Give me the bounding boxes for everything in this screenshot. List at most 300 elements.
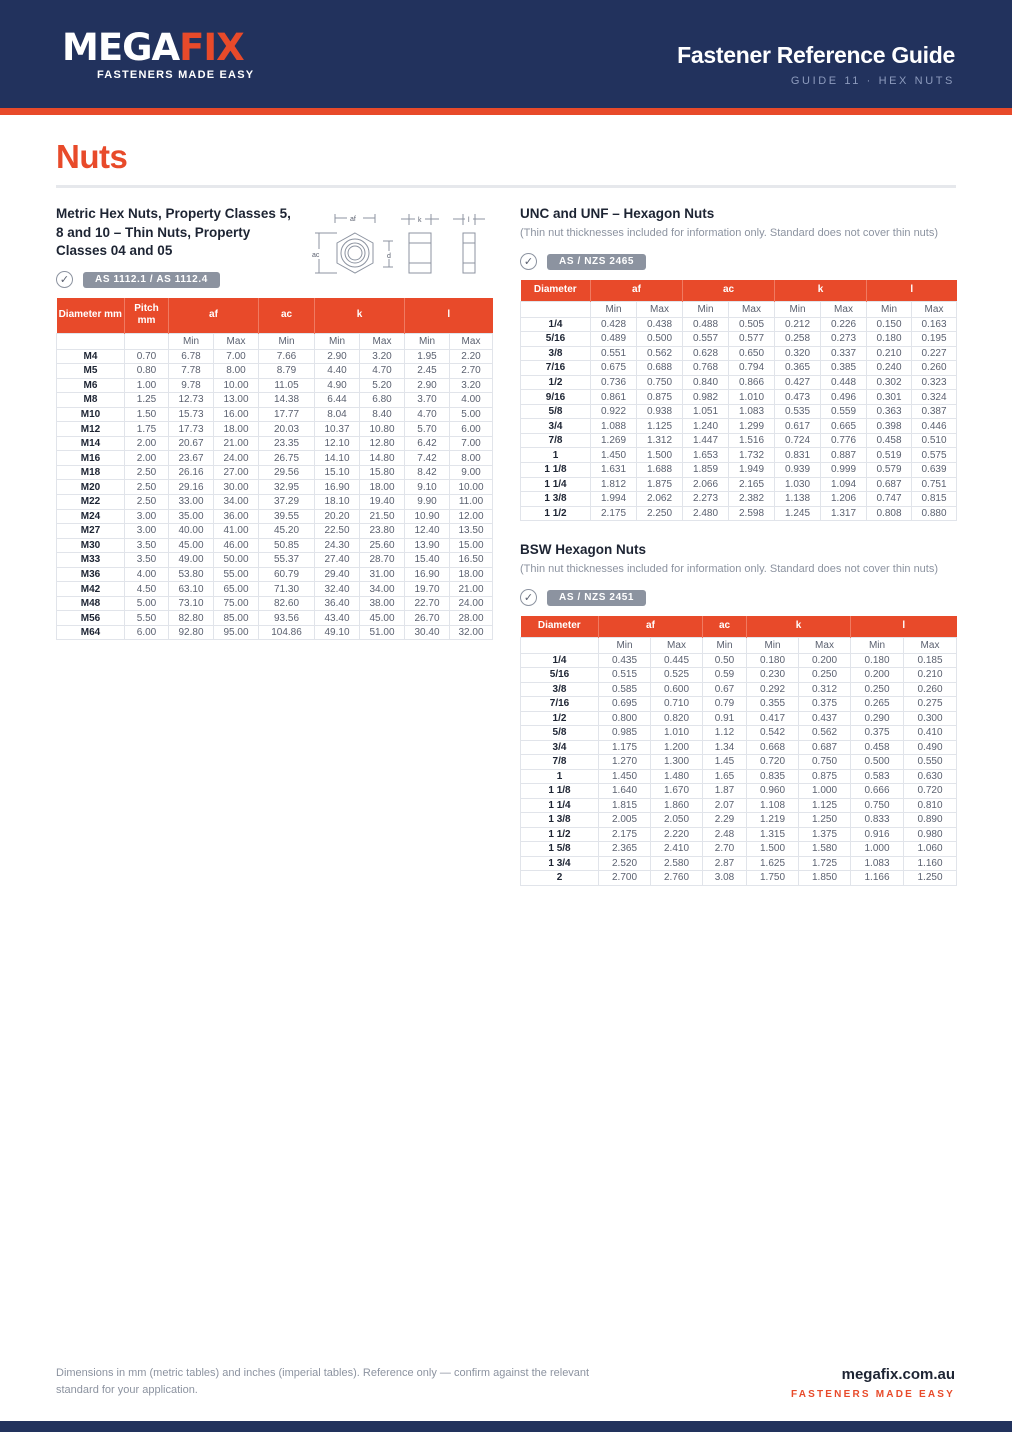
value-cell: 9.00 — [450, 465, 493, 480]
value-cell: 1.083 — [851, 856, 904, 871]
col-header-ac: ac — [259, 298, 315, 333]
col-header-k: k — [315, 298, 405, 333]
value-cell: 2.250 — [637, 506, 683, 521]
table-row — [521, 375, 957, 390]
value-cell: 0.519 — [867, 448, 912, 463]
accent-stripe — [0, 108, 1012, 115]
website-link[interactable]: megafix.com.au — [841, 1366, 955, 1383]
value-cell: 0.575 — [912, 448, 957, 463]
value-cell: 6.42 — [405, 436, 450, 451]
value-cell: 1.732 — [729, 448, 775, 463]
value-cell: 1.949 — [729, 462, 775, 477]
unc-section-note: (Thin nut thicknesses included for information only. Standard does not cover thin nuts) — [520, 227, 939, 239]
value-cell: 2.273 — [683, 492, 729, 507]
value-cell: 2.220 — [651, 827, 703, 842]
value-cell: 1.75 — [125, 422, 169, 437]
value-cell: 0.916 — [851, 827, 904, 842]
table-row — [521, 668, 957, 683]
col-header-af: af — [169, 298, 259, 333]
value-cell: 10.80 — [360, 422, 405, 437]
value-cell: 1.250 — [904, 871, 957, 886]
subheader-cell: Max — [360, 333, 405, 349]
table-row — [57, 465, 493, 480]
value-cell: 0.866 — [729, 375, 775, 390]
bsw-standard-row — [520, 589, 646, 606]
value-cell: 50.00 — [214, 553, 259, 568]
value-cell: 16.90 — [315, 480, 360, 495]
value-cell: 2.87 — [703, 856, 747, 871]
row-label-cell: 1 3/4 — [521, 856, 599, 871]
value-cell: 0.496 — [821, 390, 867, 405]
value-cell: 1.060 — [904, 842, 957, 857]
value-cell: 0.710 — [651, 697, 703, 712]
table-row — [521, 784, 957, 799]
value-cell: 0.301 — [867, 390, 912, 405]
value-cell: 0.617 — [775, 419, 821, 434]
value-cell: 29.40 — [315, 567, 360, 582]
value-cell: 0.385 — [821, 361, 867, 376]
value-cell: 0.200 — [851, 668, 904, 683]
value-cell: 0.768 — [683, 361, 729, 376]
value-cell: 31.00 — [360, 567, 405, 582]
table-row — [521, 856, 957, 871]
value-cell: 1.088 — [591, 419, 637, 434]
table-row — [521, 871, 957, 886]
value-cell: 12.80 — [360, 436, 405, 451]
value-cell: 0.185 — [904, 653, 957, 668]
value-cell: 11.05 — [259, 378, 315, 393]
row-label-cell: 7/8 — [521, 755, 599, 770]
value-cell: 1.269 — [591, 433, 637, 448]
row-label-cell: 1 1/2 — [521, 506, 591, 521]
row-label-cell: 5/16 — [521, 668, 599, 683]
value-cell: 8.00 — [214, 364, 259, 379]
row-label-cell: M16 — [57, 451, 125, 466]
value-cell: 18.10 — [315, 494, 360, 509]
value-cell: 0.833 — [851, 813, 904, 828]
row-label-cell: 1 1/8 — [521, 784, 599, 799]
header-bar — [0, 0, 1012, 108]
value-cell: 39.55 — [259, 509, 315, 524]
value-cell: 4.40 — [315, 364, 360, 379]
value-cell: 2.700 — [599, 871, 651, 886]
value-cell: 2.598 — [729, 506, 775, 521]
value-cell: 1.250 — [799, 813, 851, 828]
value-cell: 0.980 — [904, 827, 957, 842]
standard-badge: AS / NZS 2465 — [547, 254, 646, 270]
standard-badge: AS / NZS 2451 — [547, 590, 646, 606]
value-cell: 15.40 — [405, 553, 450, 568]
value-cell: 22.70 — [405, 596, 450, 611]
row-label-cell: M48 — [57, 596, 125, 611]
value-cell: 0.999 — [821, 462, 867, 477]
row-label-cell: M64 — [57, 625, 125, 640]
value-cell: 26.70 — [405, 611, 450, 626]
value-cell: 0.747 — [867, 492, 912, 507]
value-cell: 6.00 — [125, 625, 169, 640]
value-cell: 4.00 — [450, 393, 493, 408]
value-cell: 0.437 — [799, 711, 851, 726]
table-row — [521, 653, 957, 668]
table-header-row — [57, 298, 493, 333]
value-cell: 0.312 — [799, 682, 851, 697]
value-cell: 53.80 — [169, 567, 214, 582]
col-header-k: k — [747, 616, 851, 637]
value-cell: 1.010 — [651, 726, 703, 741]
value-cell: 27.00 — [214, 465, 259, 480]
value-cell: 28.00 — [450, 611, 493, 626]
value-cell: 0.438 — [637, 317, 683, 332]
table-row — [57, 553, 493, 568]
value-cell: 38.00 — [360, 596, 405, 611]
table-row — [521, 506, 957, 521]
value-cell: 1.125 — [799, 798, 851, 813]
value-cell: 0.960 — [747, 784, 799, 799]
value-cell: 60.79 — [259, 567, 315, 582]
table-subheader-row — [521, 301, 957, 317]
value-cell: 15.80 — [360, 465, 405, 480]
value-cell: 0.808 — [867, 506, 912, 521]
value-cell: 2.48 — [703, 827, 747, 842]
value-cell: 1.094 — [821, 477, 867, 492]
value-cell: 23.35 — [259, 436, 315, 451]
guide-subtitle: GUIDE 11 · HEX NUTS — [790, 75, 955, 87]
value-cell: 1.00 — [125, 378, 169, 393]
value-cell: 0.375 — [851, 726, 904, 741]
value-cell: 0.337 — [821, 346, 867, 361]
col-header-ac: ac — [683, 280, 775, 301]
value-cell: 2.70 — [450, 364, 493, 379]
table-row — [57, 582, 493, 597]
metric-section-title: Metric Hex Nuts, Property Classes 5, 8 and 10 – Thin Nuts, Property Classes 04 and 05 — [56, 206, 291, 258]
value-cell: 37.29 — [259, 494, 315, 509]
value-cell: 104.86 — [259, 625, 315, 640]
value-cell: 55.37 — [259, 553, 315, 568]
value-cell: 41.00 — [214, 524, 259, 539]
row-label-cell: 7/16 — [521, 361, 591, 376]
value-cell: 1.219 — [747, 813, 799, 828]
value-cell: 0.985 — [599, 726, 651, 741]
value-cell: 1.812 — [591, 477, 637, 492]
table-header-row — [521, 616, 957, 637]
value-cell: 0.550 — [904, 755, 957, 770]
megafix-logo[interactable] — [62, 28, 244, 68]
value-cell: 0.488 — [683, 317, 729, 332]
value-cell: 1.580 — [799, 842, 851, 857]
table-row — [521, 448, 957, 463]
value-cell: 13.90 — [405, 538, 450, 553]
value-cell: 0.577 — [729, 332, 775, 347]
value-cell: 1.860 — [651, 798, 703, 813]
value-cell: 1.480 — [651, 769, 703, 784]
value-cell: 3.20 — [360, 349, 405, 364]
value-cell: 2.29 — [703, 813, 747, 828]
metric-hex-nuts-table — [56, 298, 493, 640]
col-header-l: l — [405, 298, 493, 333]
value-cell: 1.051 — [683, 404, 729, 419]
value-cell: 1.447 — [683, 433, 729, 448]
value-cell: 27.40 — [315, 553, 360, 568]
value-cell: 0.810 — [904, 798, 957, 813]
table-row — [57, 596, 493, 611]
value-cell: 5.50 — [125, 611, 169, 626]
value-cell: 0.91 — [703, 711, 747, 726]
value-cell: 0.750 — [851, 798, 904, 813]
diagram-label-ac: ac — [312, 252, 320, 259]
value-cell: 0.875 — [637, 390, 683, 405]
value-cell: 1.000 — [851, 842, 904, 857]
value-cell: 0.515 — [599, 668, 651, 683]
value-cell: 9.10 — [405, 480, 450, 495]
value-cell: 11.00 — [450, 494, 493, 509]
value-cell: 20.67 — [169, 436, 214, 451]
value-cell: 1.500 — [747, 842, 799, 857]
table-row — [521, 462, 957, 477]
value-cell: 16.00 — [214, 407, 259, 422]
value-cell: 8.04 — [315, 407, 360, 422]
value-cell: 0.292 — [747, 682, 799, 697]
value-cell: 24.00 — [214, 451, 259, 466]
value-cell: 7.42 — [405, 451, 450, 466]
value-cell: 6.78 — [169, 349, 214, 364]
row-label-cell: 5/16 — [521, 332, 591, 347]
value-cell: 2.45 — [405, 364, 450, 379]
value-cell: 6.44 — [315, 393, 360, 408]
value-cell: 32.95 — [259, 480, 315, 495]
value-cell: 2.580 — [651, 856, 703, 871]
value-cell: 20.20 — [315, 509, 360, 524]
value-cell: 93.56 — [259, 611, 315, 626]
value-cell: 26.75 — [259, 451, 315, 466]
value-cell: 0.70 — [125, 349, 169, 364]
value-cell: 1.270 — [599, 755, 651, 770]
col-header-af: af — [599, 616, 703, 637]
subheader-cell: Max — [637, 301, 683, 317]
value-cell: 21.00 — [214, 436, 259, 451]
value-cell: 49.00 — [169, 553, 214, 568]
value-cell: 6.00 — [450, 422, 493, 437]
value-cell: 0.273 — [821, 332, 867, 347]
diagram-label-l: l — [468, 217, 470, 224]
value-cell: 63.10 — [169, 582, 214, 597]
col-header-pitch: Pitch mm — [125, 298, 169, 333]
row-label-cell: 1 3/8 — [521, 813, 599, 828]
value-cell: 45.00 — [169, 538, 214, 553]
row-label-cell: 3/4 — [521, 419, 591, 434]
value-cell: 0.427 — [775, 375, 821, 390]
col-header-af: af — [591, 280, 683, 301]
subheader-cell: Min — [259, 333, 315, 349]
row-label-cell: M56 — [57, 611, 125, 626]
row-label-cell: 5/8 — [521, 726, 599, 741]
value-cell: 1.12 — [703, 726, 747, 741]
subheader-cell: Min — [851, 637, 904, 653]
value-cell: 19.40 — [360, 494, 405, 509]
value-cell: 2.175 — [599, 827, 651, 842]
logo-text-fix: FIX — [179, 26, 244, 69]
table-row — [521, 798, 957, 813]
value-cell: 3.20 — [450, 378, 493, 393]
value-cell: 10.00 — [214, 378, 259, 393]
unc-standard-row — [520, 253, 646, 270]
table-row — [57, 393, 493, 408]
value-cell: 2.050 — [651, 813, 703, 828]
value-cell: 0.650 — [729, 346, 775, 361]
subheader-cell: Min — [169, 333, 214, 349]
table-subheader-row — [521, 637, 957, 653]
table-row — [57, 494, 493, 509]
subheader-cell: Min — [703, 637, 747, 653]
value-cell: 1.083 — [729, 404, 775, 419]
value-cell: 4.00 — [125, 567, 169, 582]
value-cell: 2.50 — [125, 465, 169, 480]
table-row — [521, 769, 957, 784]
bottom-bar — [0, 1421, 1012, 1432]
subheader-cell: Min — [591, 301, 637, 317]
value-cell: 1.160 — [904, 856, 957, 871]
subheader-cell: Min — [775, 301, 821, 317]
value-cell: 0.230 — [747, 668, 799, 683]
table-row — [57, 611, 493, 626]
value-cell: 5.00 — [450, 407, 493, 422]
value-cell: 24.30 — [315, 538, 360, 553]
value-cell: 65.00 — [214, 582, 259, 597]
table-subheader-row — [57, 333, 493, 349]
value-cell: 1.299 — [729, 419, 775, 434]
row-label-cell: M10 — [57, 407, 125, 422]
value-cell: 0.542 — [747, 726, 799, 741]
subheader-cell: Max — [729, 301, 775, 317]
value-cell: 0.665 — [821, 419, 867, 434]
subheader-cell: Max — [214, 333, 259, 349]
value-cell: 0.163 — [912, 317, 957, 332]
row-label-cell: 1 — [521, 769, 599, 784]
subheader-cell: Max — [821, 301, 867, 317]
value-cell: 0.410 — [904, 726, 957, 741]
table-row — [57, 364, 493, 379]
value-cell: 0.557 — [683, 332, 729, 347]
value-cell: 1.875 — [637, 477, 683, 492]
table-row — [521, 492, 957, 507]
unc-section-title: UNC and UNF – Hexagon Nuts — [520, 206, 715, 221]
value-cell: 0.445 — [651, 653, 703, 668]
value-cell: 32.00 — [450, 625, 493, 640]
table-row — [521, 404, 957, 419]
value-cell: 0.458 — [867, 433, 912, 448]
check-icon: ✓ — [520, 253, 537, 270]
value-cell: 12.73 — [169, 393, 214, 408]
value-cell: 1.300 — [651, 755, 703, 770]
row-label-cell: M4 — [57, 349, 125, 364]
value-cell: 0.861 — [591, 390, 637, 405]
value-cell: 0.227 — [912, 346, 957, 361]
value-cell: 1.640 — [599, 784, 651, 799]
value-cell: 1.87 — [703, 784, 747, 799]
value-cell: 0.922 — [591, 404, 637, 419]
value-cell: 2.760 — [651, 871, 703, 886]
table-row — [57, 422, 493, 437]
value-cell: 1.175 — [599, 740, 651, 755]
value-cell: 49.10 — [315, 625, 360, 640]
value-cell: 0.275 — [904, 697, 957, 712]
table-row — [521, 361, 957, 376]
value-cell: 1.450 — [591, 448, 637, 463]
value-cell: 12.10 — [315, 436, 360, 451]
value-cell: 1.653 — [683, 448, 729, 463]
subheader-cell: Max — [912, 301, 957, 317]
value-cell: 33.00 — [169, 494, 214, 509]
value-cell: 0.887 — [821, 448, 867, 463]
value-cell: 18.00 — [214, 422, 259, 437]
value-cell: 16.50 — [450, 553, 493, 568]
value-cell: 0.258 — [775, 332, 821, 347]
value-cell: 0.226 — [821, 317, 867, 332]
value-cell: 0.180 — [867, 332, 912, 347]
value-cell: 12.40 — [405, 524, 450, 539]
diagram-label-af: af — [350, 216, 356, 223]
subheader-cell: Max — [450, 333, 493, 349]
row-label-cell: 3/8 — [521, 346, 591, 361]
value-cell: 7.66 — [259, 349, 315, 364]
value-cell: 0.835 — [747, 769, 799, 784]
value-cell: 0.688 — [637, 361, 683, 376]
row-label-cell: 7/8 — [521, 433, 591, 448]
subheader-cell: Max — [904, 637, 957, 653]
value-cell: 0.750 — [637, 375, 683, 390]
table-row — [57, 524, 493, 539]
value-cell: 2.480 — [683, 506, 729, 521]
logo-tagline: FASTENERS MADE EASY — [97, 69, 255, 81]
value-cell: 2.520 — [599, 856, 651, 871]
value-cell: 1.516 — [729, 433, 775, 448]
value-cell: 28.70 — [360, 553, 405, 568]
value-cell: 1.166 — [851, 871, 904, 886]
value-cell: 55.00 — [214, 567, 259, 582]
row-label-cell: M5 — [57, 364, 125, 379]
value-cell: 0.890 — [904, 813, 957, 828]
value-cell: 0.59 — [703, 668, 747, 683]
value-cell: 0.750 — [799, 755, 851, 770]
value-cell: 1.850 — [799, 871, 851, 886]
row-label-cell: 1 3/8 — [521, 492, 591, 507]
table-row — [521, 332, 957, 347]
subheader-cell: Max — [651, 637, 703, 653]
value-cell: 14.38 — [259, 393, 315, 408]
row-label-cell: M6 — [57, 378, 125, 393]
value-cell: 0.720 — [747, 755, 799, 770]
row-label-cell: M27 — [57, 524, 125, 539]
table-row — [521, 682, 957, 697]
value-cell: 2.175 — [591, 506, 637, 521]
value-cell: 4.70 — [360, 364, 405, 379]
value-cell: 1.670 — [651, 784, 703, 799]
value-cell: 1.010 — [729, 390, 775, 405]
row-label-cell: 7/16 — [521, 697, 599, 712]
value-cell: 0.324 — [912, 390, 957, 405]
value-cell: 1.450 — [599, 769, 651, 784]
value-cell: 2.165 — [729, 477, 775, 492]
subheader-cell — [521, 301, 591, 317]
value-cell: 2.410 — [651, 842, 703, 857]
value-cell: 1.317 — [821, 506, 867, 521]
value-cell: 85.00 — [214, 611, 259, 626]
row-label-cell: 1/4 — [521, 317, 591, 332]
subheader-cell — [521, 637, 599, 653]
value-cell: 0.265 — [851, 697, 904, 712]
value-cell: 0.794 — [729, 361, 775, 376]
value-cell: 0.776 — [821, 433, 867, 448]
table-row — [57, 407, 493, 422]
